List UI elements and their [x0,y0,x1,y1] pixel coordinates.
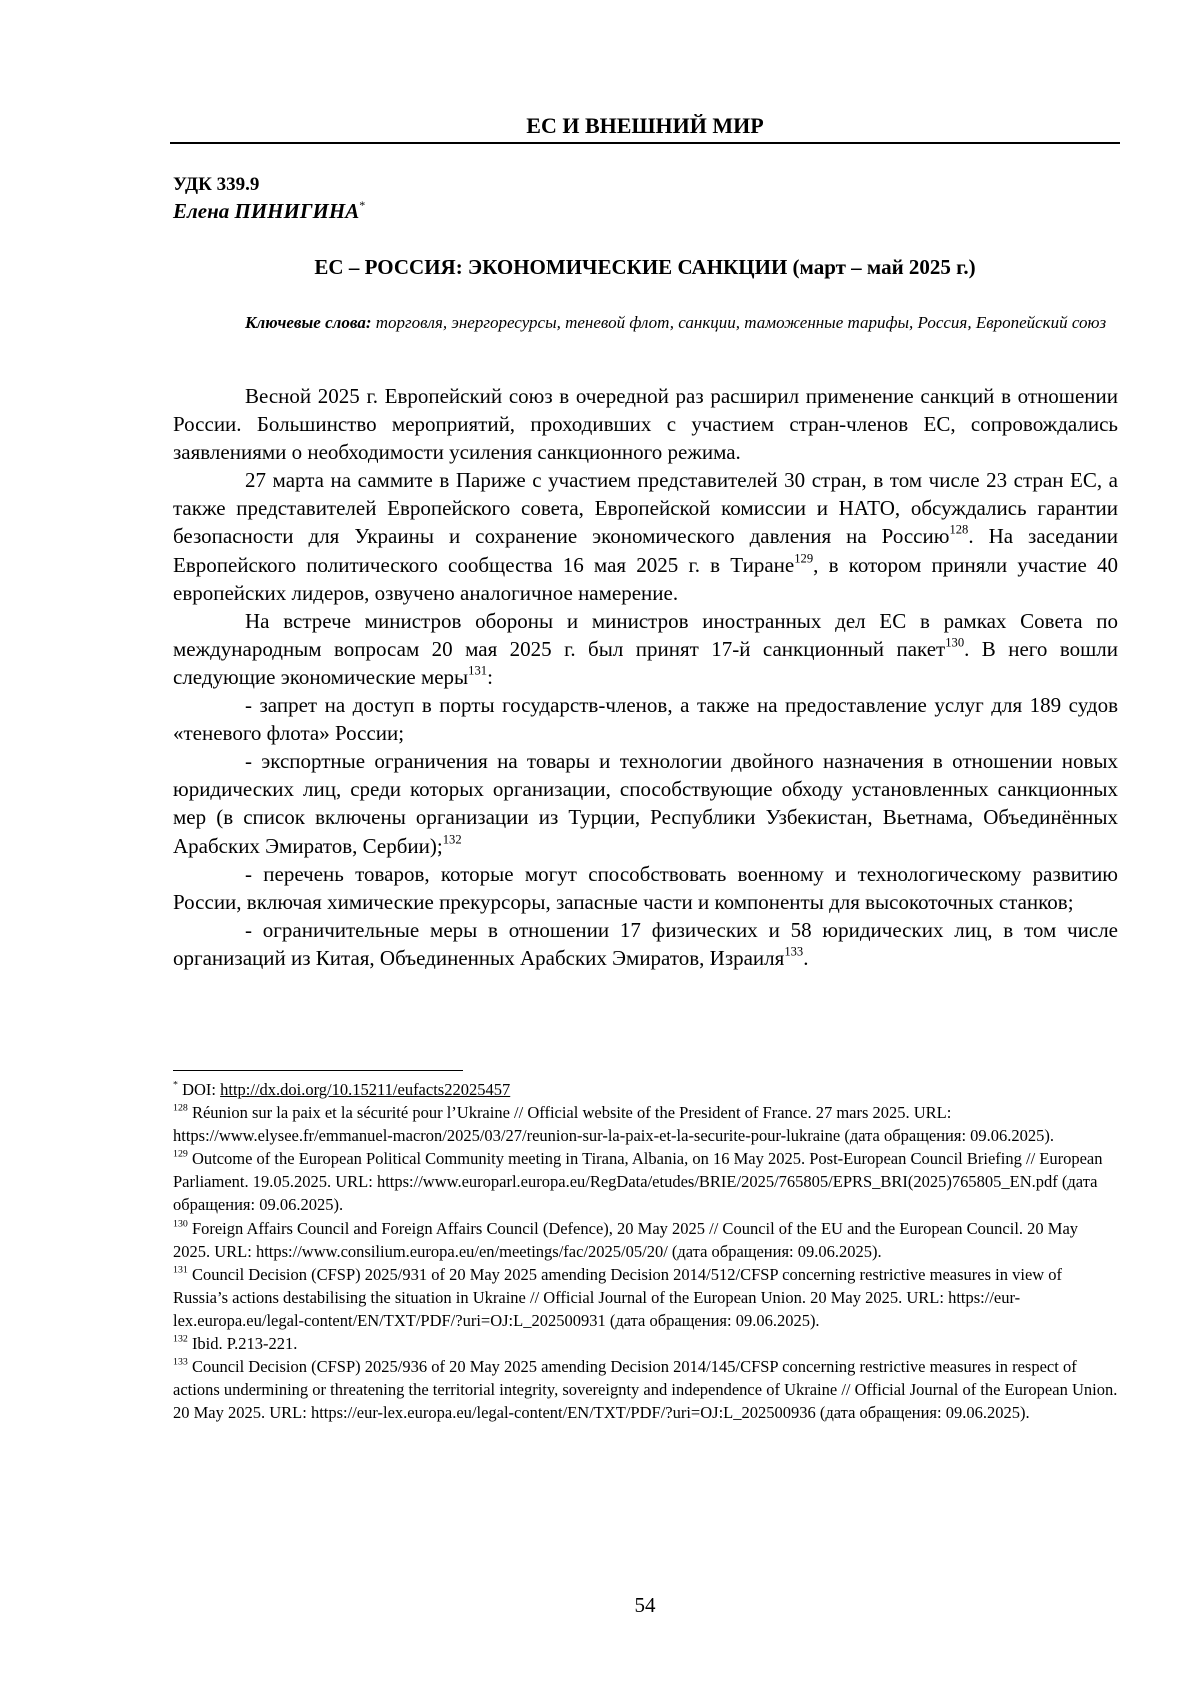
footnotes [173,1078,1118,1424]
footnote-ref-132[interactable]: 132 [442,832,462,847]
list-item-restrictive-measures: - ограничительные меры в отношении 17 физических и 58 юридических лиц, в том числе организаций из Китая, Объединенных Арабских Эмиратов, Израиля$^{133}$. [173,917,1118,970]
list-item-ports-ban: - запрет на доступ в порты государств-членов, а также на предоставление услуг для 189 судов «теневого флота» России; [173,693,1118,746]
footnote-130: $^{130}$ Foreign Affairs Council and Foreign Affairs Council (Defence), 20 May 2025 // Council of the EU and the European Council. 20 May 2025. URL: https://www.consilium.europa.eu/en/meetings/fac/2025/05/20/ (дата обращения: 09.06.2025). [173,1218,1079,1261]
footnote-ref-133[interactable]: 133 [784,944,804,959]
paragraph-1: Весной 2025 г. Европейский союз в очередной раз расширил применение санкций в отношении России. Большинство мероприятий, проходивших с участием стран-членов ЕС, сопровождались заявлениями о необходимости усиления санкционного режима. [173,384,1118,465]
keywords-label: Ключевые слова: [245,313,372,332]
footnote-131: $^{131}$ Council Decision (CFSP) 2025/931 of 20 May 2025 amending Decision 2014/512/CFSP concerning restrictive measures in view of Russia’s actions destabilising the situation in Ukraine // Official Journal of the European Union. 20 May 2025. URL: https://eur-lex.europa.eu/legal-content/EN/TXT/PDF/?uri=OJ:L_202500931 (дата обращения: 09.06.2025). [173,1264,1063,1330]
author [173,198,365,224]
footnote-separator [173,1070,463,1071]
footnote-ref-130[interactable]: 130 [945,635,965,650]
article-title: ЕС – РОССИЯ: ЭКОНОМИЧЕСКИЕ САНКЦИИ (март – май 2025 г.) [314,255,976,279]
section-header: ЕС И ВНЕШНИЙ МИР [526,113,764,138]
keywords-list: торговля, энергоресурсы, теневой флот, санкции, таможенные тарифы, Россия, Европейский союз [371,313,1107,332]
paragraph-3: На встрече министров обороны и министров иностранных дел ЕС в рамках Совета по международным вопросам 20 мая 2025 г. был принят 17-й санкционный пакет$^{130}$. В него вошли следующие экономические меры$^{131}$: [173,608,1118,689]
author-footnote-mark: * [359,198,366,212]
footnote-128: $^{128}$ Réunion sur la paix et la sécurité pour l’Ukraine // Official website of the President of France. 27 mars 2025. URL: https://www.elysee.fr/emmanuel-macron/2025/03/27/reunion-sur-la-paix-et-la-securite-pour-lukraine (дата обращения: 09.06.2025). [173,1102,1055,1146]
footnote-ref-128[interactable]: 128 [949,523,969,538]
footnote-ref-131[interactable]: 131 [468,663,488,678]
paragraph-2: 27 марта на саммите в Париже с участием представителей 30 стран, в том числе 23 стран ЕС, а также представителей Европейского совета, Европейской комиссии и НАТО, обсуждались гарантии безопасности для Украины и сохранение экономического давления на Россию$^{128}$. На заседании Европейского политического сообщества 16 мая 2025 г. в Тиране$^{129}$, в котором приняли участие 40 европейских лидеров, озвучено аналогичное намерение. [173,468,1118,605]
footnote-132: $^{132}$ Ibid. P.213-221. [173,1333,298,1354]
article-body [173,382,1118,972]
footnote-129: $^{129}$ Outcome of the European Political Community meeting in Tirana, Albania, on 16 May 2025. Post-European Council Briefing // European Parliament. 19.05.2025. URL: https://www.europarl.europa.eu/RegData/etudes/BRIE/2025/765805/EPRS_BRI(2025)765805_EN.pdf (дата обращения: 09.06.2025). [173,1148,1103,1215]
keywords [173,312,1118,334]
author-name: Елена ПИНИГИНА [173,199,360,223]
footnote-133: $^{133}$ Council Decision (CFSP) 2025/936 of 20 May 2025 amending Decision 2014/145/CFSP concerning restrictive measures in respect of actions undermining or threatening the territorial integrity, sovereignty and independence of Ukraine // Official Journal of the European Union. 20 May 2025. URL: https://eur-lex.europa.eu/legal-content/EN/TXT/PDF/?uri=OJ:L_202500936 (дата обращения: 09.06.2025). [173,1356,1118,1423]
list-item-export-restrictions: - экспортные ограничения на товары и технологии двойного назначения в отношении новых юридических лиц, среди которых организации, способствующие обходу установленных санкционных мер (в список включены организации из Турции, Республики Узбекистан, Вьетнама, Объединённых Арабских Эмиратов, Сербии);$^{132}$ [173,749,1118,858]
list-item-goods-list: - перечень товаров, которые могут способствовать военному и технологическому развитию России, включая химические прекурсоры, запасные части и компоненты для высокоточных станков; [173,861,1118,914]
doi-link[interactable]: http://dx.doi.org/10.15211/eufacts22025457 [220,1080,511,1099]
udk-code: УДК 339.9 [173,174,260,195]
page-number: 54 [634,1593,656,1617]
header-rule [170,142,1120,144]
footnote-doi: * DOI: http://dx.doi.org/10.15211/eufacts22025457 [173,1079,511,1099]
footnote-ref-129[interactable]: 129 [794,551,814,566]
